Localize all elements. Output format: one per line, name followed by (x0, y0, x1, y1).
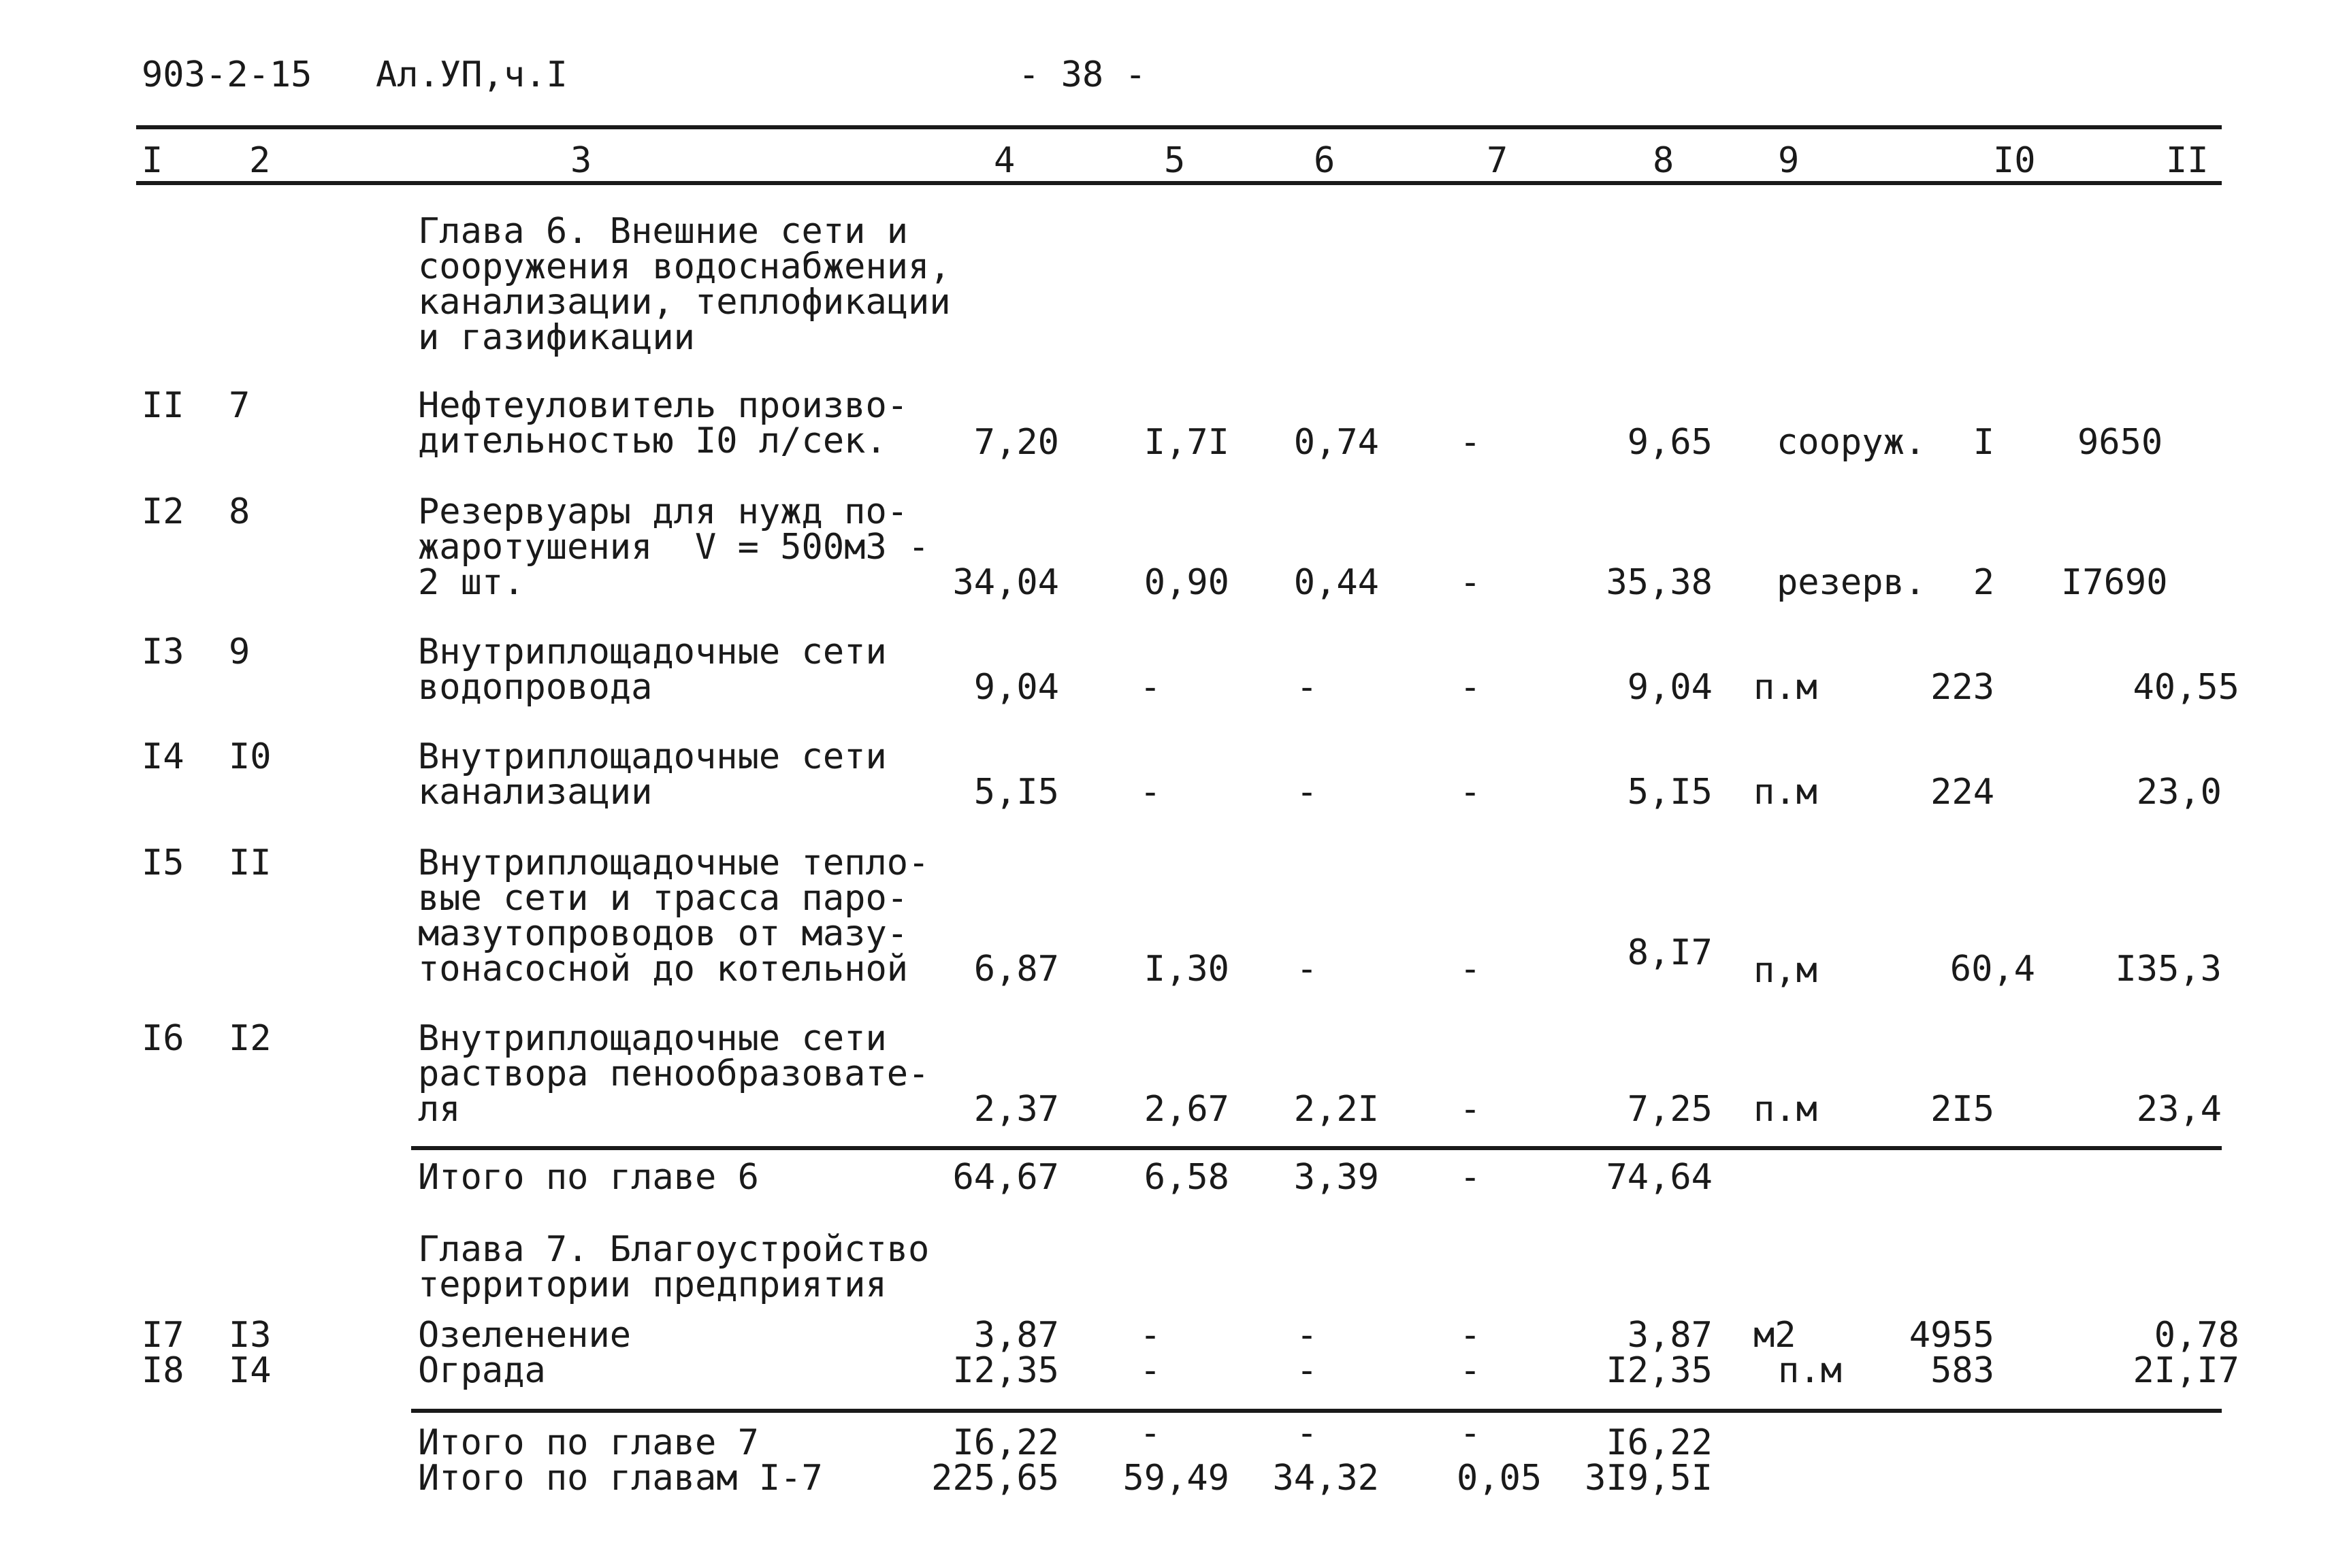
total-col-8: 74,64 (1606, 1157, 1713, 1198)
grand-total-col-7: 0,05 (1457, 1458, 1542, 1499)
total-col-7: - (1459, 1157, 1481, 1198)
unit-cost: 2I,I7 (2133, 1350, 2239, 1391)
value-col-4: 7,20 (973, 422, 1059, 463)
value-col-5: 2,67 (1144, 1089, 1229, 1130)
quantity: 583 (1930, 1350, 1994, 1391)
grand-total-col-6: 34,32 (1272, 1458, 1379, 1499)
col-header-9: 9 (1778, 140, 1800, 181)
value-col-5: 0,90 (1144, 562, 1229, 603)
value-col-6: - (1296, 772, 1318, 813)
value-col-6: - (1296, 667, 1318, 708)
item-number: I3 (229, 1315, 272, 1356)
item-description: Внутриплощадочные тепло- вые сети и трасса паро- мазутопроводов от мазу- тонасосной до котельной (418, 843, 930, 990)
value-col-8: 9,04 (1627, 667, 1713, 708)
item-number: I4 (229, 1350, 272, 1391)
item-number: I2 (229, 1018, 272, 1059)
col-header-8: 8 (1653, 140, 1674, 181)
value-col-5: - (1139, 1350, 1161, 1391)
row-number: II (142, 385, 184, 426)
item-number: 8 (229, 491, 250, 532)
unit: п,м (1753, 950, 1817, 991)
value-col-5: - (1139, 772, 1161, 813)
value-col-7: - (1459, 772, 1481, 813)
value-col-7: - (1459, 667, 1481, 708)
value-col-7: - (1459, 1089, 1481, 1130)
item-number: 9 (229, 632, 250, 672)
chapter-7-title: Глава 7. Благоустройство территории предприятия (418, 1229, 930, 1305)
total-col-4: I6,22 (952, 1422, 1059, 1463)
value-col-6: 2,2I (1293, 1089, 1379, 1130)
item-description: Внутриплощадочные сети канализации (418, 736, 887, 813)
value-col-6: 0,74 (1293, 422, 1379, 463)
total-col-6: - (1296, 1413, 1318, 1454)
unit-cost: I7690 (2061, 562, 2168, 603)
unit: резерв. (1777, 562, 1926, 603)
unit: п.м (1753, 772, 1817, 813)
quantity: 4955 (1909, 1315, 1994, 1356)
item-description: Внутриплощадочные сети водопровода (418, 632, 887, 708)
value-col-6: - (1296, 1315, 1318, 1356)
value-col-6: - (1296, 1350, 1318, 1391)
row-number: I6 (142, 1018, 184, 1059)
unit: сооруж. (1777, 422, 1926, 463)
total-label: Итого по главе 6 (418, 1157, 759, 1198)
unit: п.м (1753, 1089, 1817, 1130)
total-col-4: 64,67 (952, 1157, 1059, 1198)
row-number: I8 (142, 1350, 184, 1391)
value-col-4: 9,04 (973, 667, 1059, 708)
row-number: I7 (142, 1315, 184, 1356)
value-col-4: 2,37 (973, 1089, 1059, 1130)
value-col-8: 9,65 (1627, 422, 1713, 463)
value-col-8: 5,I5 (1627, 772, 1713, 813)
value-col-6: 0,44 (1293, 562, 1379, 603)
unit: м2 (1753, 1315, 1796, 1356)
value-col-4: 34,04 (952, 562, 1059, 603)
value-col-4: 5,I5 (973, 772, 1059, 813)
row-number: I3 (142, 632, 184, 672)
page-number: - 38 - (1018, 54, 1146, 95)
quantity: 223 (1930, 667, 1994, 708)
item-description: Резервуары для нужд по- жаротушения V = 500м3 - 2 шт. (418, 491, 930, 603)
unit: п.м (1753, 667, 1817, 708)
value-col-4: 3,87 (973, 1315, 1059, 1356)
unit: п.м (1778, 1350, 1842, 1391)
unit-cost: 0,78 (2154, 1315, 2239, 1356)
quantity: 2 (1973, 562, 1994, 603)
unit-cost: 23,4 (2136, 1089, 2222, 1130)
value-col-8: 35,38 (1606, 562, 1713, 603)
total-col-5: - (1139, 1413, 1161, 1454)
row-number: I4 (142, 736, 184, 777)
col-header-1: I (142, 140, 163, 181)
col-header-3: 3 (570, 140, 592, 181)
value-col-8: 7,25 (1627, 1089, 1713, 1130)
value-col-5: I,7I (1144, 422, 1229, 463)
value-col-5: - (1139, 1315, 1161, 1356)
unit-cost: 23,0 (2136, 772, 2222, 813)
value-col-4: 6,87 (973, 949, 1059, 990)
grand-total-col-5: 59,49 (1122, 1458, 1229, 1499)
value-col-7: - (1459, 1350, 1481, 1391)
quantity: 60,4 (1949, 949, 2035, 990)
value-col-7: - (1459, 562, 1481, 603)
grand-total-col-8: 3I9,5I (1585, 1458, 1713, 1499)
quantity: I (1973, 422, 1994, 463)
total-col-8: I6,22 (1606, 1422, 1713, 1463)
value-col-6: - (1296, 949, 1318, 990)
grand-total-col-4: 225,65 (931, 1458, 1059, 1499)
chapter-6-title: Глава 6. Внешние сети и сооружения водоснабжения, канализации, теплофикации и газификации (418, 211, 951, 358)
value-col-8: I2,35 (1606, 1350, 1713, 1391)
item-description: Нефтеуловитель произво- дительностью I0 л/сек. (418, 385, 909, 461)
quantity: 224 (1930, 772, 1994, 813)
item-number: II (229, 843, 272, 883)
item-description: Ограда (418, 1350, 546, 1391)
document-code: 903-2-15 (142, 54, 312, 95)
value-col-8: 3,87 (1627, 1315, 1713, 1356)
unit-cost: 40,55 (2133, 667, 2239, 708)
item-description: Внутриплощадочные сети раствора пенообразовате- ля (418, 1018, 930, 1130)
col-header-2: 2 (249, 140, 271, 181)
col-header-4: 4 (994, 140, 1016, 181)
col-header-7: 7 (1487, 140, 1508, 181)
total-col-6: 3,39 (1293, 1157, 1379, 1198)
item-number: I0 (229, 736, 272, 777)
grand-total-label: Итого по главам I-7 (418, 1458, 823, 1499)
value-col-7: - (1459, 422, 1481, 463)
total-col-7: - (1459, 1413, 1481, 1454)
value-col-5: I,30 (1144, 949, 1229, 990)
album-reference: Ал.УП,ч.I (376, 54, 568, 95)
col-header-6: 6 (1314, 140, 1335, 181)
header-bottom-rule (136, 181, 2222, 185)
item-description: Озеленение (418, 1315, 632, 1356)
item-number: 7 (229, 385, 250, 426)
value-col-7: - (1459, 949, 1481, 990)
value-col-4: I2,35 (952, 1350, 1059, 1391)
header-top-rule (136, 125, 2222, 129)
col-header-11: II (2166, 140, 2209, 181)
col-header-10: I0 (1993, 140, 2036, 181)
unit-cost: I35,3 (2115, 949, 2222, 990)
value-col-8: 8,I7 (1627, 932, 1713, 973)
unit-cost: 9650 (2077, 422, 2163, 463)
row-number: I2 (142, 491, 184, 532)
col-header-5: 5 (1164, 140, 1186, 181)
value-col-7: - (1459, 1315, 1481, 1356)
quantity: 2I5 (1930, 1089, 1994, 1130)
row-number: I5 (142, 843, 184, 883)
value-col-5: - (1139, 667, 1161, 708)
chapter-6-total-rule (411, 1146, 2222, 1150)
total-label: Итого по главе 7 (418, 1422, 759, 1463)
total-col-5: 6,58 (1144, 1157, 1229, 1198)
